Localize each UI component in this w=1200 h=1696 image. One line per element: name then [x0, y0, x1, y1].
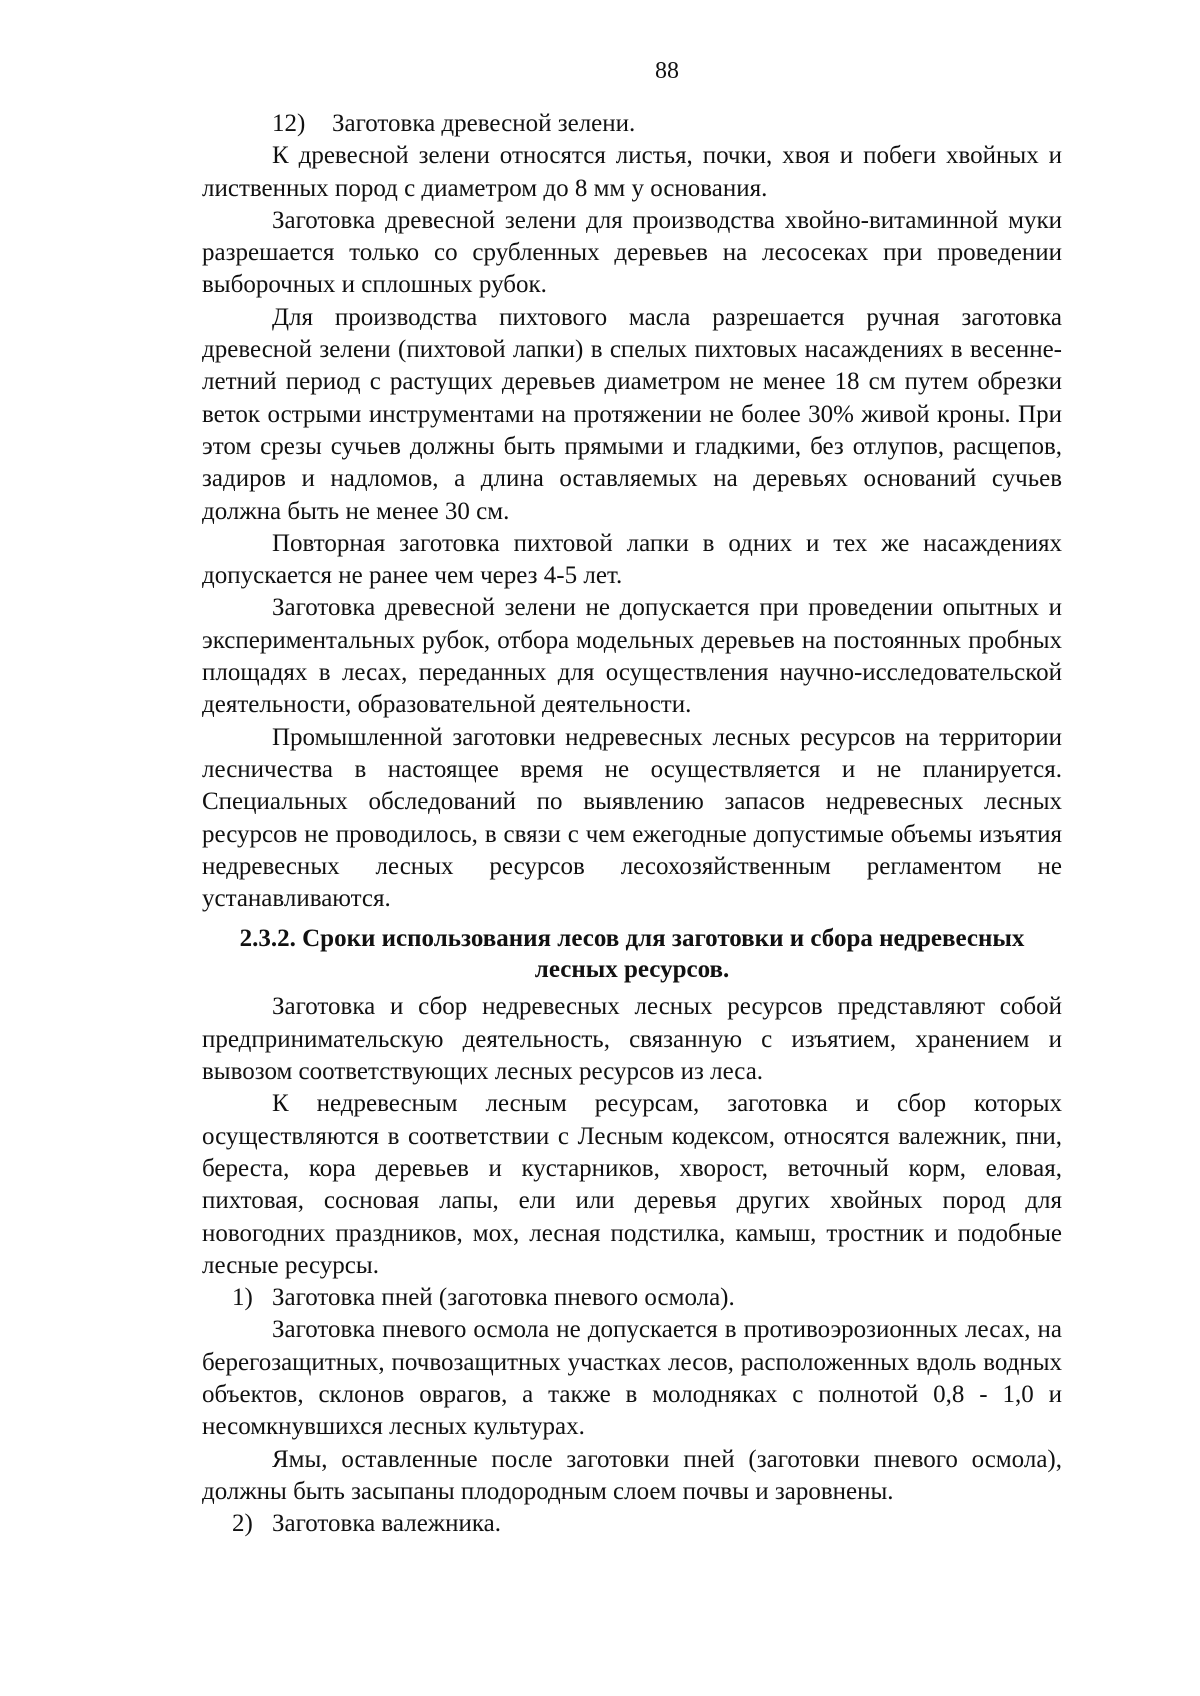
paragraph-industrial: Промышленной заготовки недревесных лесных ресурсов на территории лесничества в настоящее время не осуществляется и не планируется. Специальных обследований по выявлению запасов недревесных лесных ресурсов не проводилось, в связи с чем ежегодные допустимые объемы изъятия недревесных лесных ресурсов лесохозяйственным регламентом не устанавливаются.	[202, 723, 1062, 913]
paragraph-repeat-harvest: Повторная заготовка пихтовой лапки в одних и тех же насаждениях допускается не ранее чем через 4-5 лет.	[202, 529, 1062, 590]
section-heading: 2.3.2. Сроки использования лесов для заготовки и сбора недревесных лесных ресурсов.	[239, 925, 1025, 984]
list-text: Заготовка валежника.	[272, 1510, 501, 1538]
paragraph-stump-restrictions: Заготовка пневого осмола не допускается в противоэрозионных лесах, на берегозащитных, почвозащитных участках лесов, расположенных вдоль водных объектов, склонов оврагов, а также в молодняках с полнотой 0,8 - 1,0 и несомкнувшихся лесных культурах.	[202, 1316, 1062, 1441]
list-number: 12)	[272, 110, 306, 137]
paragraph-green-definition: К древесной зелени относятся листья, почки, хвоя и побеги хвойных и лиственных пород с диаметром до 8 мм у основания.	[202, 142, 1062, 202]
list-text: Заготовка пней (заготовка пневого осмола).	[272, 1284, 735, 1312]
page-number: 88	[655, 58, 679, 84]
paragraph-business-activity: Заготовка и сбор недревесных лесных ресурсов представляют собой предпринимательскую деятельность, связанную с изъятием, хранением и вывозом соответствующих лесных ресурсов из леса.	[202, 993, 1062, 1086]
paragraph-pits: Ямы, оставленные после заготовки пней (заготовки пневого осмола), должны быть засыпаны плодородным слоем почвы и заровнены.	[202, 1445, 1062, 1505]
list-number: 2)	[232, 1510, 253, 1538]
list-item-1	[202, 1282, 1062, 1314]
paragraph-resource-list: К недревесным лесным ресурсам, заготовка и сбор которых осуществляются в соответствии с Лесным кодексом, относятся валежник, пни, береста, кора деревьев и кустарников, хворост, веточный корм, еловая, пихтовая, сосновая лапы, ели или деревья других хвойных пород для новогодних праздников, мох, лесная подстилка, камыш, тростник и подобные лесные ресурсы.	[202, 1090, 1062, 1279]
list-number: 1)	[232, 1284, 253, 1312]
paragraph-fir-oil: Для производства пихтового масла разрешается ручная заготовка древесной зелени (пихтовой лапки) в спелых пихтовых насаждениях в весенне-летний период с растущих деревьев диаметром не менее 18 см путем обрезки веток острыми инструментами на протяжении не более 30% живой кроны. При этом срезы сучьев должны быть прямыми и гладкими, без отлупов, расщепов, задиров и надломов, а длина оставляемых на деревьях оснований сучьев должна быть не менее 30 см.	[202, 303, 1062, 525]
list-item-12	[202, 108, 1062, 140]
paragraph-not-allowed: Заготовка древесной зелени не допускается при проведении опытных и экспериментальных рубок, отбора модельных деревьев на постоянных пробных площадях в лесах, переданных для осуществления научно-исследовательской деятельности, образовательной деятельности.	[202, 594, 1062, 719]
list-text: Заготовка древесной зелени.	[332, 110, 636, 137]
list-item-2	[202, 1508, 1062, 1540]
paragraph-vitamin-flour: Заготовка древесной зелени для производства хвойно-витаминной муки разрешается только со срубленных деревьев на лесосеках при проведении выборочных и сплошных рубок.	[202, 206, 1062, 299]
